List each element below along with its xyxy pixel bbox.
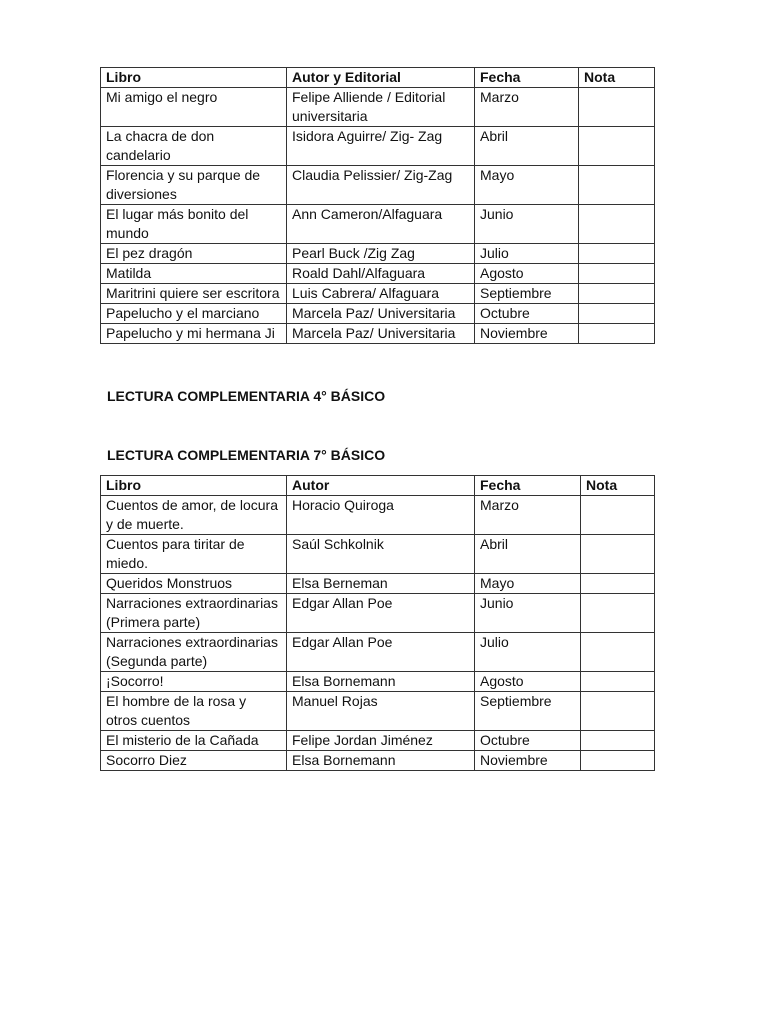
table-row [101,731,655,751]
cell-autor: Ann Cameron/Alfaguara [287,205,475,244]
cell-libro: La chacra de don candelario [101,127,287,166]
header-nota: Nota [579,68,655,88]
cell-libro: Queridos Monstruos [101,574,287,594]
cell-libro: Papelucho y mi hermana Ji [101,324,287,344]
cell-libro: Florencia y su parque de diversiones [101,166,287,205]
table-row [101,496,655,535]
table-row [101,166,655,205]
cell-nota [579,205,655,244]
table-row [101,284,655,304]
cell-libro: Mi amigo el negro [101,88,287,127]
cell-autor: Elsa Bornemann [287,672,475,692]
table-row [101,88,655,127]
cell-fecha: Julio [475,633,581,672]
cell-fecha: Marzo [475,496,581,535]
cell-autor: Pearl Buck /Zig Zag [287,244,475,264]
cell-autor: Edgar Allan Poe [287,633,475,672]
cell-libro: Maritrini quiere ser escritora [101,284,287,304]
cell-fecha: Mayo [475,166,579,205]
cell-nota [581,535,655,574]
cell-autor: Manuel Rojas [287,692,475,731]
cell-libro: Papelucho y el marciano [101,304,287,324]
cell-libro: Socorro Diez [101,751,287,771]
header-autor-editorial: Autor y Editorial [287,68,475,88]
cell-autor: Marcela Paz/ Universitaria [287,304,475,324]
header-libro: Libro [101,68,287,88]
cell-autor: Saúl Schkolnik [287,535,475,574]
cell-nota [581,692,655,731]
cell-fecha: Junio [475,594,581,633]
cell-fecha: Agosto [475,264,579,284]
header-fecha: Fecha [475,68,579,88]
cell-libro: Matilda [101,264,287,284]
cell-nota [581,574,655,594]
table-row [101,304,655,324]
table-row [101,535,655,574]
cell-nota [581,672,655,692]
table-row [101,594,655,633]
reading-table-7-basico [100,475,655,771]
cell-nota [579,284,655,304]
cell-libro: ¡Socorro! [101,672,287,692]
cell-libro: El pez dragón [101,244,287,264]
cell-libro: Narraciones extraordinarias (Segunda parte) [101,633,287,672]
cell-autor: Horacio Quiroga [287,496,475,535]
table-row [101,672,655,692]
cell-nota [581,751,655,771]
table-row [101,205,655,244]
cell-fecha: Septiembre [475,284,579,304]
cell-fecha: Marzo [475,88,579,127]
table-row [101,751,655,771]
cell-fecha: Octubre [475,304,579,324]
reading-table-4-basico [100,67,655,344]
cell-fecha: Junio [475,205,579,244]
cell-autor: Claudia Pelissier/ Zig-Zag [287,166,475,205]
cell-libro: Cuentos para tiritar de miedo. [101,535,287,574]
cell-autor: Felipe Alliende / Editorial universitaria [287,88,475,127]
cell-autor: Felipe Jordan Jiménez [287,731,475,751]
cell-nota [579,127,655,166]
cell-fecha: Octubre [475,731,581,751]
table-row [101,324,655,344]
header-libro: Libro [101,476,287,496]
cell-nota [579,88,655,127]
cell-libro: El lugar más bonito del mundo [101,205,287,244]
cell-fecha: Abril [475,127,579,166]
cell-autor: Elsa Bornemann [287,751,475,771]
section-heading-4-basico: LECTURA COMPLEMENTARIA 4° BÁSICO [107,388,386,404]
cell-fecha: Noviembre [475,751,581,771]
cell-nota [579,244,655,264]
cell-nota [581,633,655,672]
table-row [101,692,655,731]
table-header-row [101,476,655,496]
cell-nota [581,496,655,535]
table-header-row [101,68,655,88]
cell-nota [581,731,655,751]
cell-autor: Elsa Berneman [287,574,475,594]
cell-fecha: Agosto [475,672,581,692]
cell-autor: Marcela Paz/ Universitaria [287,324,475,344]
cell-autor: Isidora Aguirre/ Zig- Zag [287,127,475,166]
cell-libro: Narraciones extraordinarias (Primera parte) [101,594,287,633]
cell-nota [579,166,655,205]
cell-libro: El misterio de la Cañada [101,731,287,751]
table-row [101,127,655,166]
table-row [101,574,655,594]
cell-fecha: Noviembre [475,324,579,344]
header-nota: Nota [581,476,655,496]
table-row [101,244,655,264]
section-heading-7-basico: LECTURA COMPLEMENTARIA 7° BÁSICO [107,447,386,463]
cell-libro: El hombre de la rosa y otros cuentos [101,692,287,731]
cell-autor: Edgar Allan Poe [287,594,475,633]
cell-fecha: Julio [475,244,579,264]
cell-nota [581,594,655,633]
cell-libro: Cuentos de amor, de locura y de muerte. [101,496,287,535]
table-row [101,633,655,672]
cell-nota [579,304,655,324]
cell-fecha: Abril [475,535,581,574]
cell-autor: Luis Cabrera/ Alfaguara [287,284,475,304]
cell-autor: Roald Dahl/Alfaguara [287,264,475,284]
header-autor: Autor [287,476,475,496]
table-row [101,264,655,284]
cell-nota [579,324,655,344]
cell-nota [579,264,655,284]
header-fecha: Fecha [475,476,581,496]
cell-fecha: Septiembre [475,692,581,731]
cell-fecha: Mayo [475,574,581,594]
